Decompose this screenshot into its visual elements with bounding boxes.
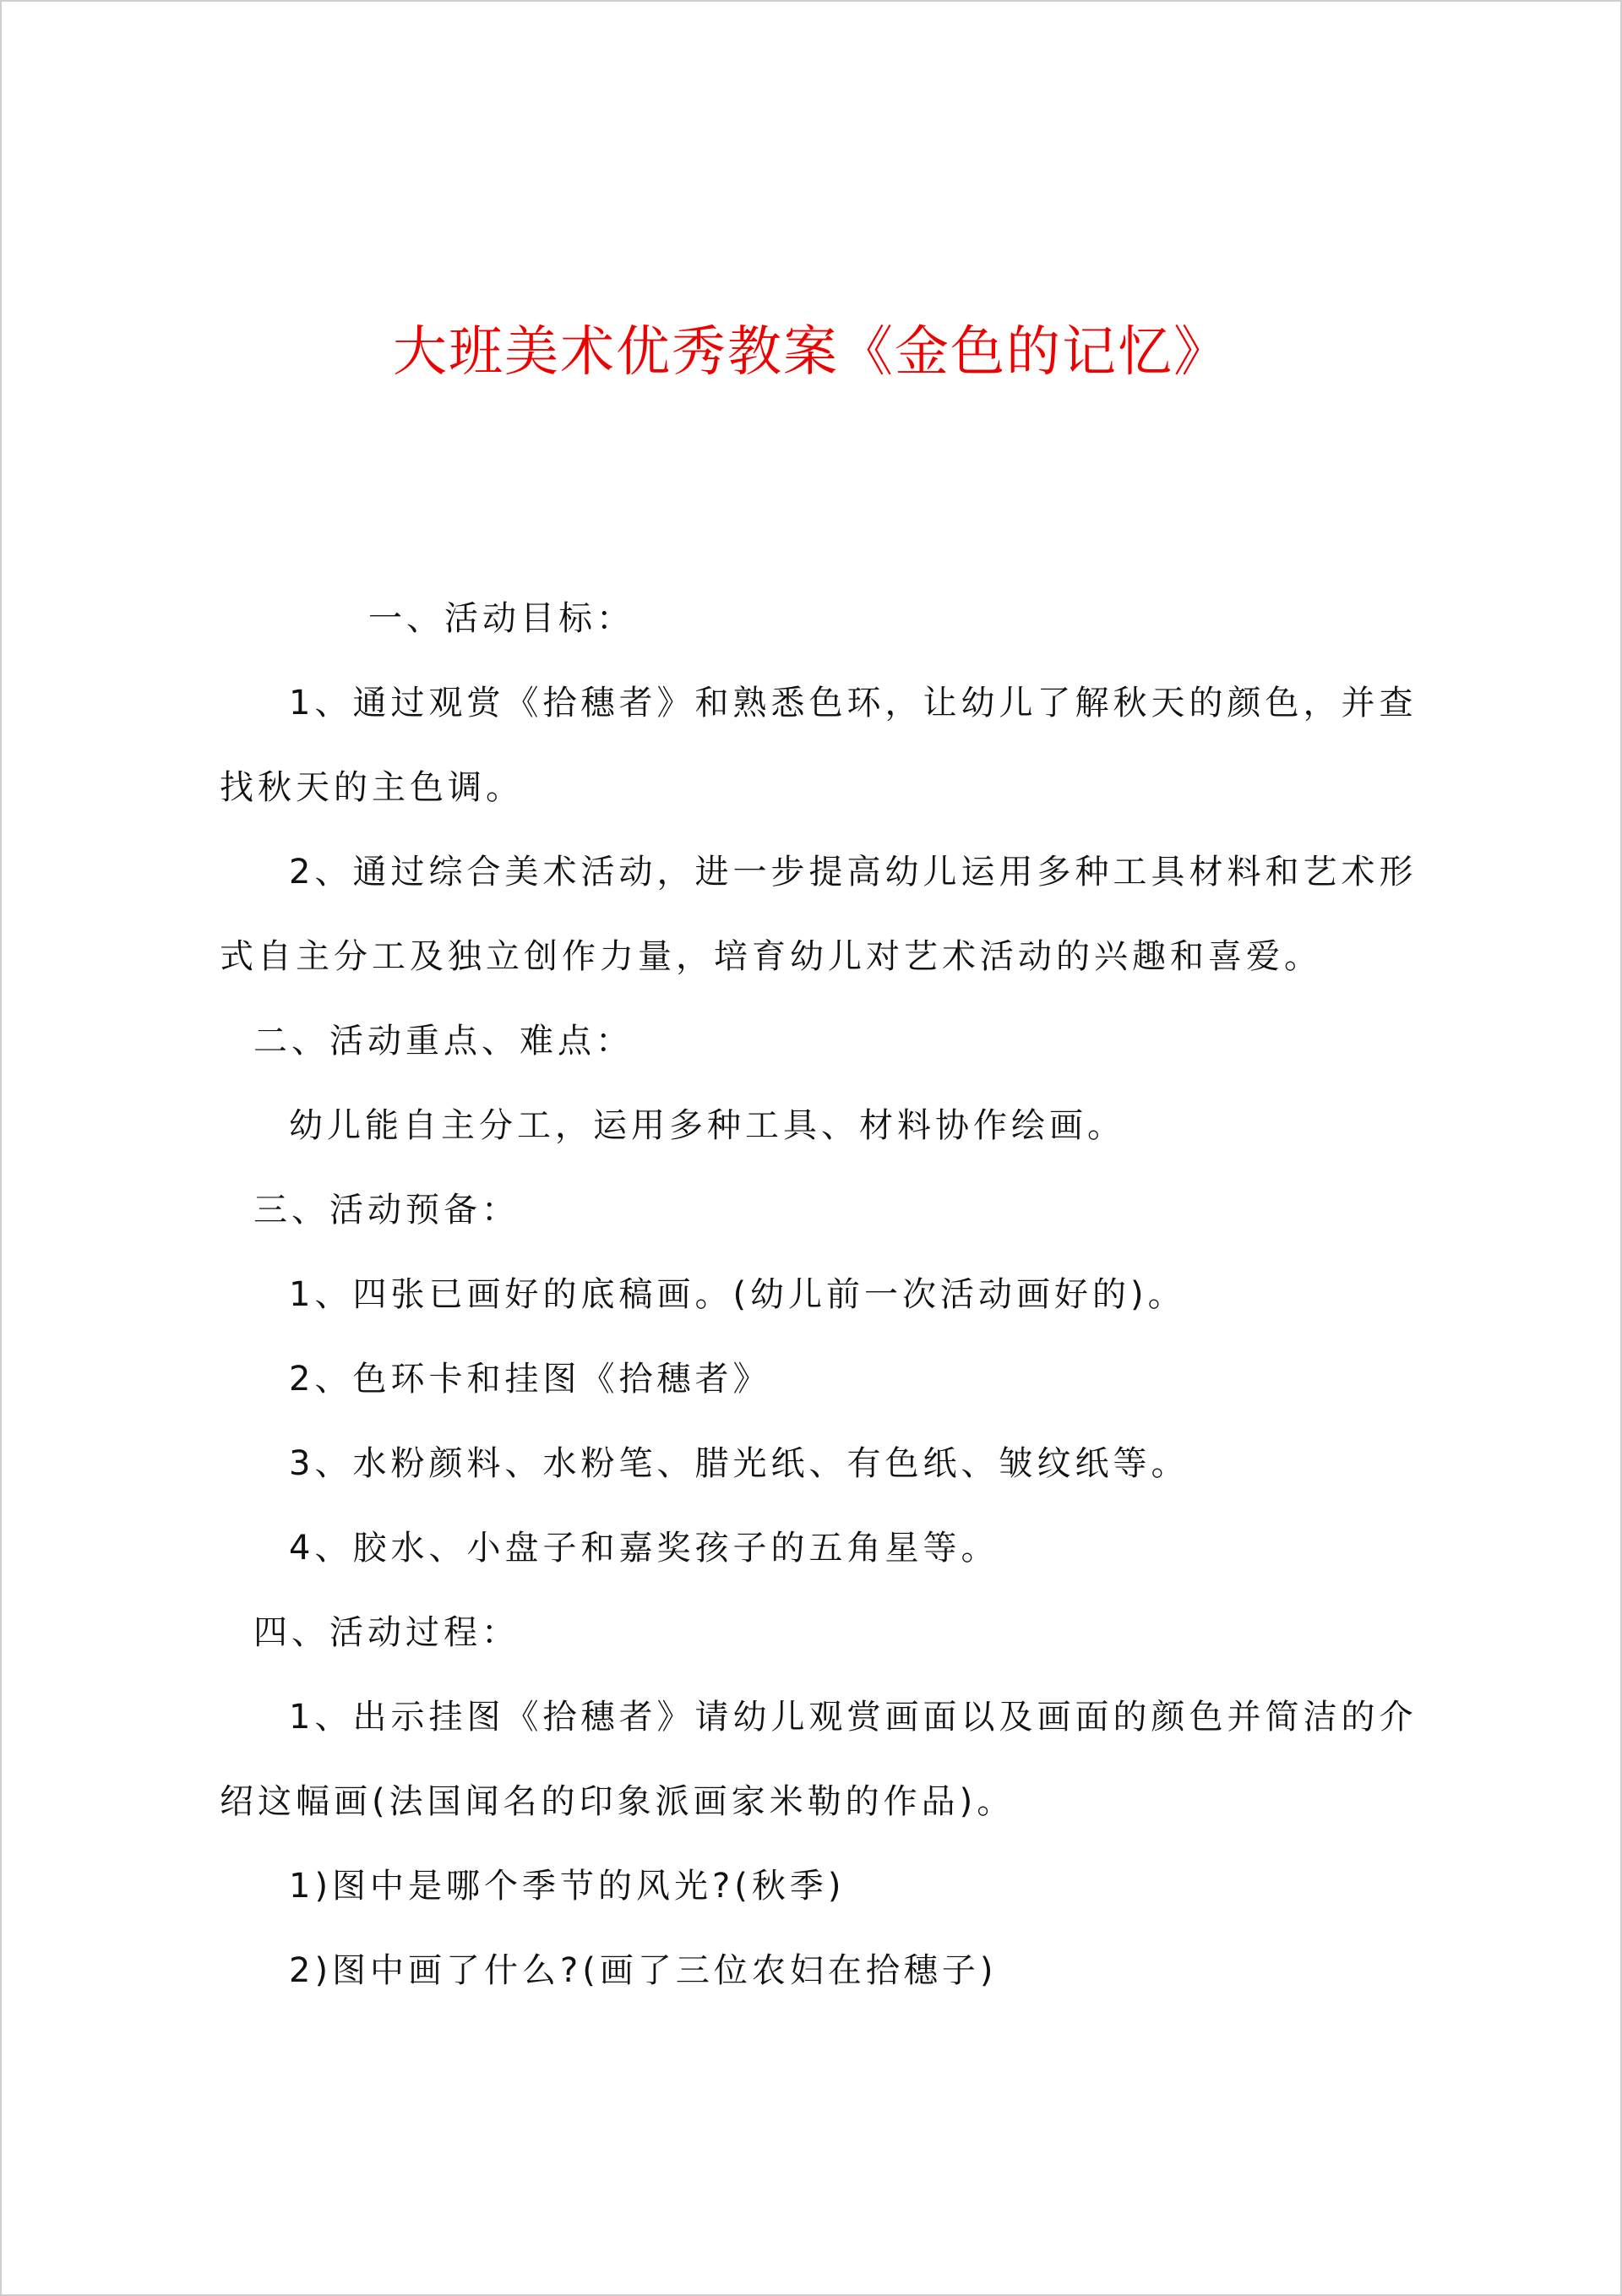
paragraph-prep-1: 1、四张已画好的底稿画。(幼儿前一次活动画好的)。	[289, 1275, 1186, 1314]
document-body	[220, 576, 1419, 2013]
paragraph-goal-2-cont: 式自主分工及独立创作力量，培育幼儿对艺术活动的兴趣和喜爱。	[220, 937, 1322, 976]
paragraph-prep-3: 3、水粉颜料、水粉笔、腊光纸、有色纸、皱纹纸等。	[289, 1444, 1189, 1483]
paragraph-question-1: 1)图中是哪个季节的风光?(秋季)	[289, 1867, 846, 1906]
paragraph-key-points: 幼儿能自主分工，运用多种工具、材料协作绘画。	[289, 1106, 1125, 1145]
paragraph-goal-1-cont: 找秋天的主色调。	[220, 768, 524, 807]
paragraph-goal-2: 2、通过综合美术活动，进一步提高幼儿运用多种工具材料和艺术形	[289, 853, 1418, 892]
heading-process: 四、活动过程：	[253, 1613, 520, 1652]
paragraph-goal-1: 1、通过观赏《拾穗者》和熟悉色环，让幼儿了解秋天的颜色，并查	[289, 684, 1418, 723]
paragraph-prep-4: 4、胶水、小盘子和嘉奖孩子的五角星等。	[289, 1529, 999, 1568]
document-title: 大班美术优秀教案《金色的记忆》	[393, 321, 1229, 384]
paragraph-prep-2: 2、色环卡和挂图《拾穗者》	[289, 1360, 771, 1399]
heading-key-points: 二、活动重点、难点：	[253, 1022, 634, 1061]
heading-preparation: 三、活动预备：	[253, 1191, 520, 1230]
paragraph-question-2: 2)图中画了什么?(画了三位农妇在拾穗子)	[289, 1951, 998, 1990]
paragraph-process-1-cont: 绍这幅画(法国闻名的印象派画家米勒的作品)。	[220, 1782, 1015, 1821]
paragraph-process-1: 1、出示挂图《拾穗者》请幼儿观赏画面以及画面的颜色并简洁的介	[289, 1698, 1418, 1737]
heading-goals: 一、活动目标：	[368, 599, 634, 638]
